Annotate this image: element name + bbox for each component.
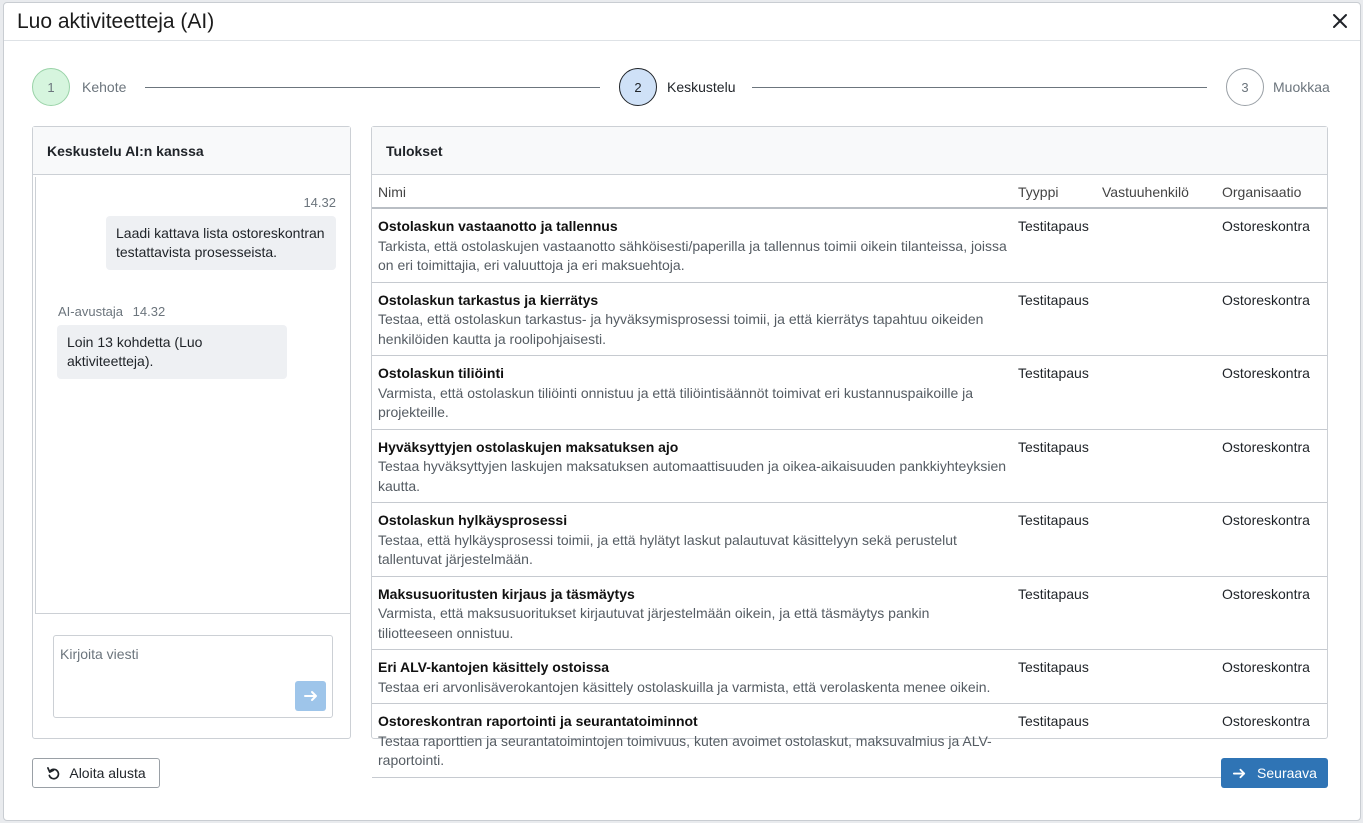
- row-description: Varmista, että ostolaskun tiliöinti onnistuu ja että tiliöintisäännöt toimivat eri kustannuspaikoille ja projekteille.: [378, 384, 974, 420]
- restart-button[interactable]: [32, 758, 160, 788]
- undo-icon: [46, 766, 61, 781]
- next-button-label: Seuraava: [1257, 765, 1317, 781]
- chat-panel: [32, 126, 351, 739]
- stepper: [32, 68, 1328, 108]
- row-title: Hyväksyttyjen ostolaskujen maksatuksen ajo: [378, 438, 679, 455]
- dialog-title: Luo aktiviteetteja (AI): [17, 10, 215, 33]
- cell-name: [372, 704, 1014, 778]
- step-3-label: Muokkaa: [1273, 79, 1330, 95]
- table-row[interactable]: [372, 282, 1327, 356]
- row-description: Varmista, että maksusuoritukset kirjautuvat järjestelmään oikein, ja että täsmäytys pankin tiliotteeseen onnistuu.: [378, 605, 930, 641]
- restart-button-label: Aloita alusta: [69, 765, 146, 781]
- row-description: Testaa hyväksyttyjen laskujen maksatuksen automaattisuuden ja oikea-aikaisuuden pankkiyhteyksien kautta.: [378, 458, 1007, 494]
- step-2-indicator: 2: [619, 68, 657, 106]
- table-header-row: [372, 176, 1327, 208]
- row-description: Testaa, että ostolaskun tarkastus- ja hyväksymisprosessi toimii, ja että kierrätys tapahtuu oikeiden henkilöiden kautta ja roolipohjaisesti.: [378, 311, 984, 347]
- cell-name: [372, 650, 1014, 704]
- chat-input-box: [53, 635, 333, 718]
- row-description: Tarkista, että ostolaskujen vastaanotto sähköisesti/paperilla ja tallennus toimii oikein tilanteissa, joissa on eri toimittajia, eri valuuttoja ja eri maksuehtoja.: [378, 237, 1007, 273]
- cell-organisation: Ostoreskontra: [1216, 356, 1327, 430]
- table-row[interactable]: [372, 704, 1327, 778]
- cell-type: Testitapaus: [1014, 576, 1096, 650]
- cell-organisation: Ostoreskontra: [1216, 650, 1327, 704]
- row-title: Ostolaskun vastaanotto ja tallennus: [378, 218, 618, 234]
- ai-sender: AI-avustaja: [58, 304, 124, 319]
- user-message: Laadi kattava lista ostoreskontran testattavista prosesseista.: [106, 216, 336, 270]
- cell-responsible: [1096, 208, 1216, 282]
- user-message-time: 14.32: [303, 195, 336, 210]
- chat-panel-title: Keskustelu AI:n kanssa: [33, 127, 350, 175]
- dialog-header: [4, 3, 1360, 41]
- step-2-label: Keskustelu: [667, 79, 736, 95]
- row-title: Maksusuoritusten kirjaus ja täsmäytys: [378, 585, 635, 602]
- cell-type: Testitapaus: [1014, 503, 1096, 577]
- close-icon: [1330, 11, 1350, 31]
- cell-responsible: [1096, 503, 1216, 577]
- ai-message-meta: [58, 304, 171, 319]
- row-title: Eri ALV-kantojen käsittely ostoissa: [378, 659, 610, 675]
- arrow-right-icon: [303, 688, 319, 704]
- row-title: Ostolaskun hylkäysprosessi: [378, 512, 568, 528]
- table-row[interactable]: [372, 429, 1327, 503]
- cell-responsible: [1096, 576, 1216, 650]
- close-button[interactable]: [1330, 11, 1350, 31]
- cell-organisation: Ostoreskontra: [1216, 503, 1327, 577]
- cell-name: [372, 576, 1014, 650]
- cell-name: [372, 429, 1014, 503]
- cell-responsible: [1096, 650, 1216, 704]
- chat-messages: [35, 177, 350, 614]
- row-title: Ostoreskontran raportointi ja seurantatoiminnot: [378, 713, 698, 729]
- column-header-type[interactable]: Tyyppi: [1014, 176, 1096, 208]
- results-table-container[interactable]: [372, 176, 1327, 768]
- cell-organisation: Ostoreskontra: [1216, 282, 1327, 356]
- cell-responsible: [1096, 704, 1216, 778]
- cell-organisation: Ostoreskontra: [1216, 208, 1327, 282]
- step-connector: [752, 87, 1207, 88]
- column-header-responsible[interactable]: Vastuuhenkilö: [1096, 176, 1216, 208]
- table-row[interactable]: [372, 576, 1327, 650]
- results-table: [372, 176, 1327, 778]
- cell-type: Testitapaus: [1014, 429, 1096, 503]
- row-title: Ostolaskun tiliöinti: [378, 365, 505, 381]
- row-description: Testaa, että hylkäysprosessi toimii, ja että hylätyt laskut palautuvat käsittelyyn sekä perustelut tallentuvat järjestelmään.: [378, 531, 957, 567]
- send-button[interactable]: [295, 681, 326, 711]
- cell-type: Testitapaus: [1014, 704, 1096, 778]
- chat-message-input[interactable]: [60, 646, 320, 662]
- cell-organisation: Ostoreskontra: [1216, 576, 1327, 650]
- table-row[interactable]: [372, 356, 1327, 430]
- cell-type: Testitapaus: [1014, 208, 1096, 282]
- cell-type: Testitapaus: [1014, 282, 1096, 356]
- table-row[interactable]: [372, 208, 1327, 282]
- arrow-right-icon: [1232, 766, 1247, 781]
- row-title: Ostolaskun tarkastus ja kierrätys: [378, 291, 599, 308]
- step-1-label: Kehote: [82, 79, 127, 95]
- row-description: Testaa eri arvonlisäverokantojen käsittely ostolaskuilla ja varmista, että verolaskenta menee oikein.: [378, 678, 991, 695]
- step-3-indicator: 3: [1226, 68, 1264, 106]
- cell-type: Testitapaus: [1014, 356, 1096, 430]
- table-row[interactable]: [372, 503, 1327, 577]
- cell-responsible: [1096, 429, 1216, 503]
- ai-message-time: 14.32: [132, 304, 166, 319]
- cell-responsible: [1096, 356, 1216, 430]
- results-panel-title: Tulokset: [372, 127, 1327, 175]
- cell-name: [372, 356, 1014, 430]
- cell-organisation: Ostoreskontra: [1216, 704, 1327, 778]
- step-connector: [145, 87, 600, 88]
- next-button[interactable]: [1221, 758, 1328, 788]
- row-description: Testaa raporttien ja seurantatoimintojen toimivuus, kuten avoimet ostolaskut, maksuvalmius ja ALV-raportointi.: [378, 732, 992, 768]
- table-row[interactable]: [372, 650, 1327, 704]
- results-panel: [371, 126, 1328, 768]
- ai-message: Loin 13 kohdetta (Luo aktiviteetteja).: [57, 325, 287, 379]
- cell-responsible: [1096, 282, 1216, 356]
- step-1-indicator: 1: [32, 68, 70, 106]
- cell-name: [372, 503, 1014, 577]
- cell-organisation: Ostoreskontra: [1216, 429, 1327, 503]
- column-header-organisation[interactable]: Organisaatio: [1216, 176, 1327, 208]
- column-header-name[interactable]: Nimi: [372, 176, 1014, 208]
- cell-type: Testitapaus: [1014, 650, 1096, 704]
- cell-name: [372, 282, 1014, 356]
- cell-name: [372, 208, 1014, 282]
